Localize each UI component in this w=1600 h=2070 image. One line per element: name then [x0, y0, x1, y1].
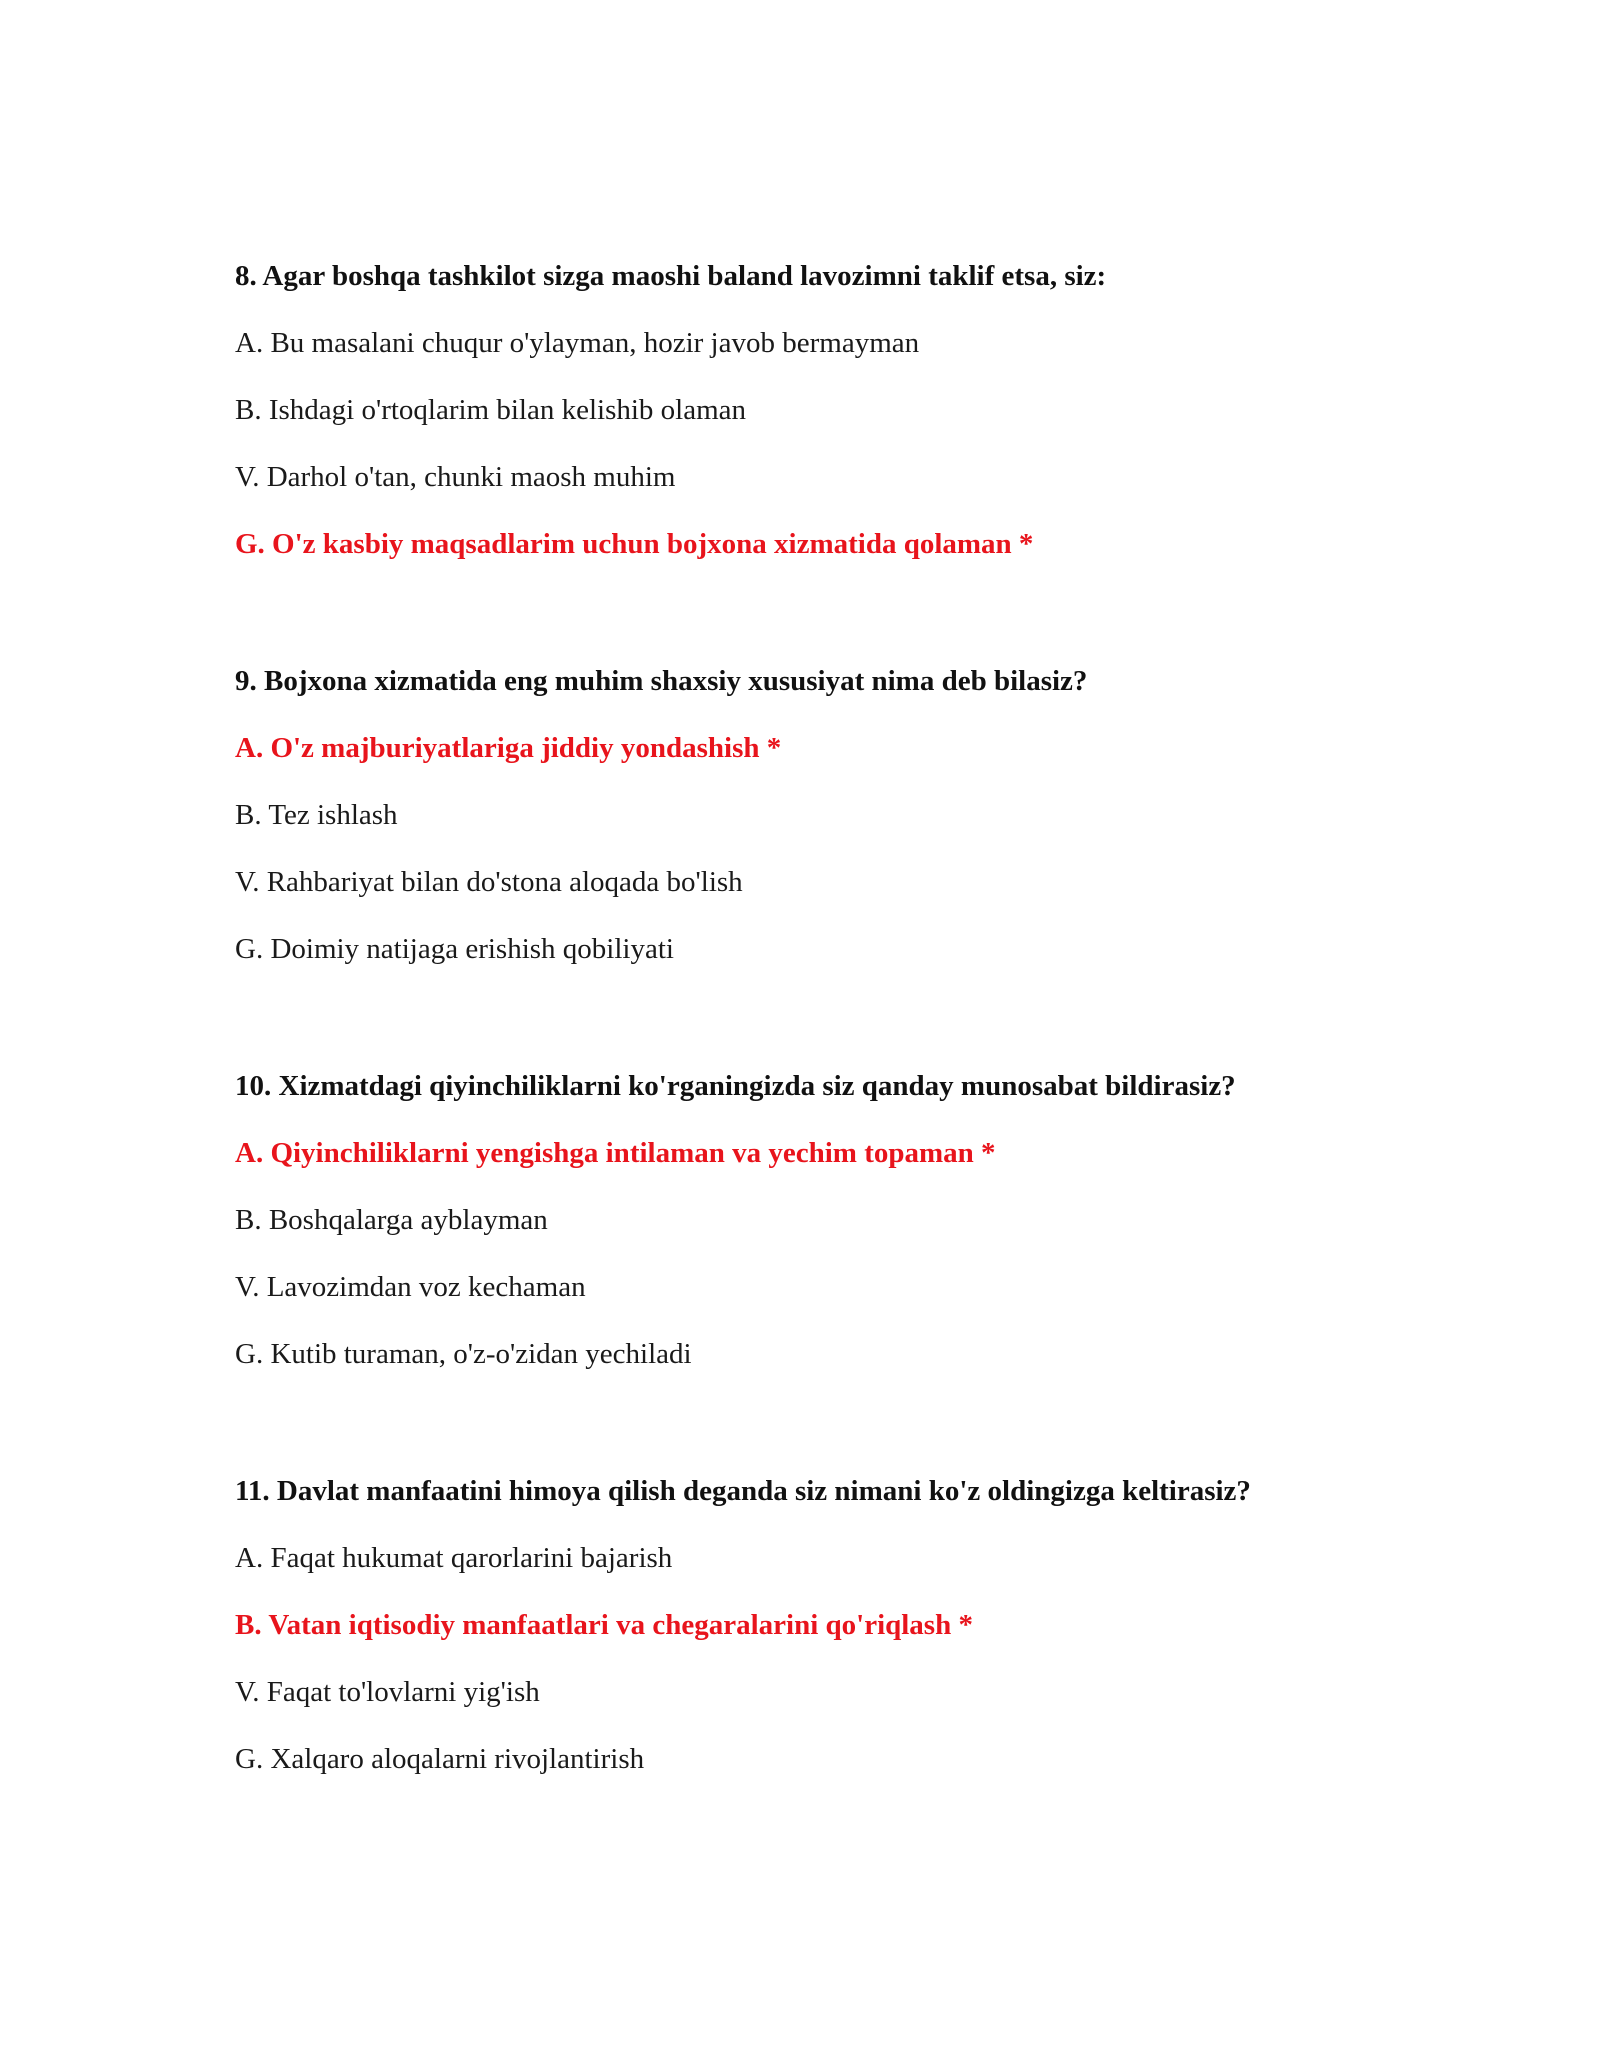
- option-v: V. Rahbariyat bilan do'stona aloqada bo'lish: [235, 866, 743, 898]
- option-a: A. Bu masalani chuqur o'ylayman, hozir javob bermayman: [235, 327, 920, 359]
- question-8: [235, 258, 1435, 562]
- question-11: [235, 1473, 1435, 1777]
- option-a: A. Faqat hukumat qarorlarini bajarish: [235, 1542, 673, 1574]
- option-g: G. Doimiy natijaga erishish qobiliyati: [235, 933, 674, 965]
- option-g-correct-answer: G. O'z kasbiy maqsadlarim uchun bojxona xizmatida qolaman *: [235, 528, 1034, 560]
- option-v: V. Darhol o'tan, chunki maosh muhim: [235, 461, 676, 493]
- question-10: [235, 1068, 1435, 1372]
- option-b: B. Ishdagi o'rtoqlarim bilan kelishib olaman: [235, 394, 747, 426]
- option-b: B. Boshqalarga ayblayman: [235, 1204, 548, 1236]
- option-a-correct-answer: A. O'z majburiyatlariga jiddiy yondashish *: [235, 732, 782, 764]
- question-text: 11. Davlat manfaatini himoya qilish deganda siz nimani ko'z oldingizga keltirasiz?: [235, 1475, 1251, 1507]
- option-v: V. Faqat to'lovlarni yig'ish: [235, 1676, 540, 1708]
- question-text: 9. Bojxona xizmatida eng muhim shaxsiy xususiyat nima deb bilasiz?: [235, 665, 1088, 697]
- option-a-correct-answer: A. Qiyinchiliklarni yengishga intilaman va yechim topaman *: [235, 1137, 996, 1169]
- option-g: G. Kutib turaman, o'z-o'zidan yechiladi: [235, 1338, 692, 1370]
- option-g: G. Xalqaro aloqalarni rivojlantirish: [235, 1743, 645, 1775]
- question-text: 8. Agar boshqa tashkilot sizga maoshi baland lavozimni taklif etsa, siz:: [235, 260, 1107, 292]
- question-text: 10. Xizmatdagi qiyinchiliklarni ko'rganingizda siz qanday munosabat bildirasiz?: [235, 1070, 1236, 1102]
- option-b-correct-answer: B. Vatan iqtisodiy manfaatlari va chegaralarini qo'riqlash *: [235, 1609, 973, 1641]
- question-9: [235, 663, 1435, 967]
- option-v: V. Lavozimdan voz kechaman: [235, 1271, 586, 1303]
- option-b: B. Tez ishlash: [235, 799, 398, 831]
